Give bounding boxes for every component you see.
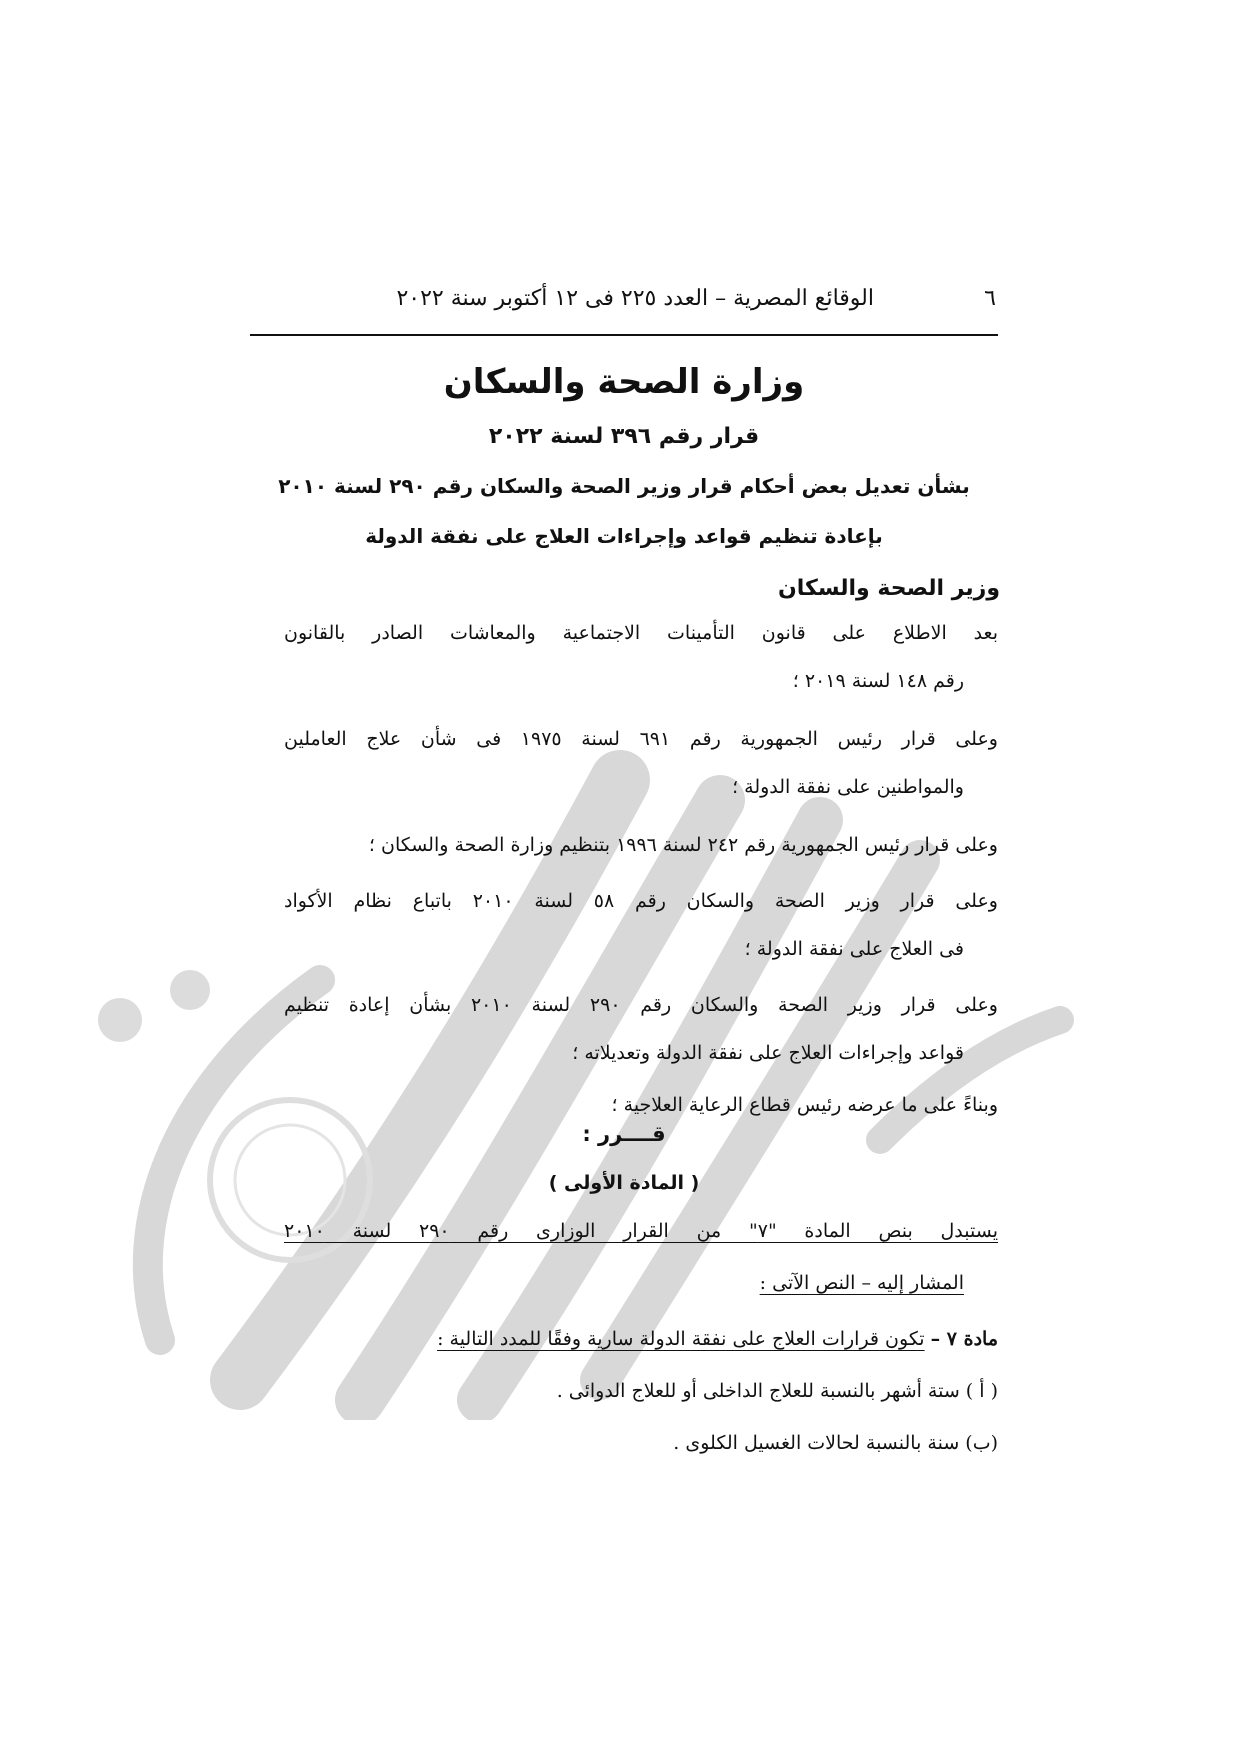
decree-subject-line: بإعادة تنظيم قواعد وإجراءات العلاج على نفقة الدولة: [365, 524, 883, 548]
preamble-line: رقم ١٤٨ لسنة ٢٠١٩ ؛: [792, 670, 964, 692]
preamble-line: وعلى قرار وزير الصحة والسكان رقم ٢٩٠ لسنة ٢٠١٠ بشأن إعادة تنظيم: [284, 994, 998, 1016]
ministry-title: وزارة الصحة والسكان: [443, 362, 805, 402]
watermark-stroke: [148, 980, 320, 1340]
article-seven-text: تكون قرارات العلاج على نفقة الدولة سارية وفقًا للمدد التالية :: [437, 1328, 925, 1350]
preamble-line: فى العلاج على نفقة الدولة ؛: [744, 938, 964, 960]
watermark-dot: [170, 970, 210, 1010]
page-number: ٦: [984, 286, 996, 311]
decree-subject-line: بشأن تعديل بعض أحكام قرار وزير الصحة والسكان رقم ٢٩٠ لسنة ٢٠١٠: [278, 474, 970, 498]
article-seven-item: (ب) سنة بالنسبة لحالات الغسيل الكلوى .: [673, 1432, 998, 1454]
article-line: يستبدل بنص المادة "٧" من القرار الوزارى رقم ٢٩٠ لسنة ٢٠١٠: [284, 1220, 998, 1242]
decree-number: قرار رقم ٣٩٦ لسنة ٢٠٢٢: [488, 424, 760, 449]
watermark-dot: [98, 998, 142, 1042]
running-header: [252, 282, 996, 322]
preamble-line: بعد الاطلاع على قانون التأمينات الاجتماعية والمعاشات الصادر بالقانون: [284, 622, 998, 644]
preamble-line: وعلى قرار رئيس الجمهورية رقم ٦٩١ لسنة ١٩٧٥ فى شأن علاج العاملين: [284, 728, 998, 750]
watermark-stroke: [240, 780, 620, 1380]
gazette-issue-line: الوقائع المصرية – العدد ٢٢٥ فى ١٢ أكتوبر سنة ٢٠٢٢: [396, 286, 874, 311]
article-seven-label: مادة ٧ –: [930, 1328, 998, 1350]
article-seven-item: ( أ ) ستة أشهر بالنسبة للعلاج الداخلى أو للعلاج الدوائى .: [556, 1380, 998, 1402]
preamble-line: والمواطنين على نفقة الدولة ؛: [732, 776, 964, 798]
preamble-line: وبناءً على ما عرضه رئيس قطاع الرعاية العلاجية ؛: [611, 1094, 998, 1116]
article-one-title: ( المادة الأولى ): [548, 1172, 700, 1194]
header-divider: [250, 334, 998, 336]
article-line: المشار إليه – النص الآتى :: [759, 1272, 964, 1294]
decided-heading: قــــرر :: [582, 1122, 666, 1146]
preamble-line: قواعد وإجراءات العلاج على نفقة الدولة وتعديلاته ؛: [572, 1042, 964, 1064]
article-seven: [437, 1324, 998, 1354]
preamble-line: وعلى قرار رئيس الجمهورية رقم ٢٤٢ لسنة ١٩٩٦ بتنظيم وزارة الصحة والسكان ؛: [368, 834, 998, 856]
minister-title: وزير الصحة والسكان: [778, 576, 1000, 601]
preamble-line: وعلى قرار وزير الصحة والسكان رقم ٥٨ لسنة ٢٠١٠ باتباع نظام الأكواد: [284, 890, 998, 912]
